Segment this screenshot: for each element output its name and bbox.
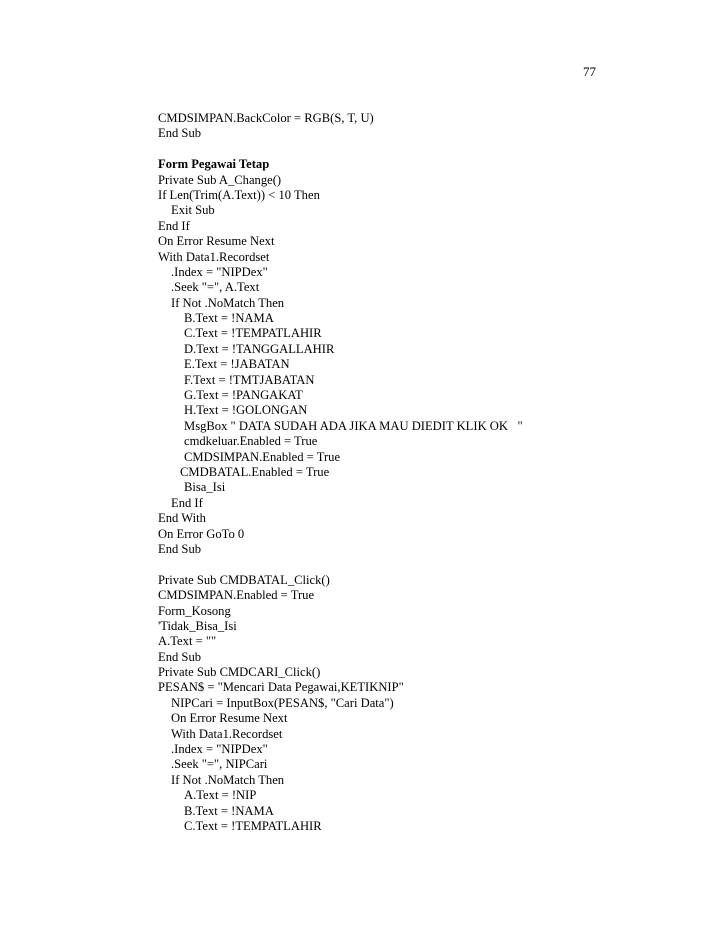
code-line: 'Tidak_Bisa_Isi (158, 618, 237, 633)
code-line: End If (171, 495, 203, 510)
code-line: Private Sub CMDBATAL_Click() (158, 572, 330, 587)
code-line: F.Text = !TMTJABATAN (184, 372, 315, 387)
code-line: .Index = "NIPDex" (171, 742, 268, 757)
code-line: Bisa_Isi (184, 480, 226, 495)
code-line: cmdkeluar.Enabled = True (184, 434, 318, 449)
code-line: A.Text = "" (158, 634, 217, 649)
code-line: G.Text = !PANGAKAT (184, 388, 303, 403)
code-line: A.Text = !NIP (184, 788, 257, 803)
code-line: End Sub (158, 541, 202, 556)
code-line: On Error GoTo 0 (158, 526, 245, 541)
code-line: If Not .NoMatch Then (171, 772, 285, 787)
code-line: Exit Sub (171, 203, 215, 218)
code-line: End Sub (158, 126, 202, 141)
code-line: D.Text = !TANGGALLAHIR (184, 341, 335, 356)
code-line: On Error Resume Next (171, 711, 288, 726)
code-line: E.Text = !JABATAN (184, 357, 290, 372)
code-line: CMDSIMPAN.Enabled = True (158, 588, 315, 603)
code-line: CMDSIMPAN.Enabled = True (184, 449, 341, 464)
code-line: NIPCari = InputBox(PESAN$, "Cari Data") (171, 695, 394, 710)
code-line: If Len(Trim(A.Text)) < 10 Then (158, 187, 320, 202)
code-line: Private Sub A_Change() (158, 172, 282, 187)
code-line: End Sub (158, 649, 202, 664)
code-line: If Not .NoMatch Then (171, 295, 285, 310)
section-heading: Form Pegawai Tetap (158, 157, 270, 172)
code-line: C.Text = !TEMPATLAHIR (184, 818, 322, 833)
code-line: End With (158, 511, 206, 526)
code-line: Form_Kosong (158, 603, 231, 618)
code-line: .Seek "=", A.Text (171, 280, 260, 295)
code-line: With Data1.Recordset (158, 249, 270, 264)
code-line: B.Text = !NAMA (184, 311, 274, 326)
code-line: End If (158, 218, 190, 233)
page-number: 77 (583, 64, 596, 79)
code-line: .Index = "NIPDex" (171, 264, 268, 279)
code-line: With Data1.Recordset (171, 726, 283, 741)
blank-line (158, 142, 678, 157)
code-line: On Error Resume Next (158, 234, 275, 249)
code-line: PESAN$ = "Mencari Data Pegawai,KETIKNIP" (158, 680, 404, 695)
code-line: CMDSIMPAN.BackColor = RGB(S, T, U) (158, 111, 374, 125)
code-line: C.Text = !TEMPATLAHIR (184, 326, 322, 341)
code-line: CMDBATAL.Enabled = True (180, 464, 330, 479)
code-listing (158, 111, 678, 834)
code-line: H.Text = !GOLONGAN (184, 403, 308, 418)
code-line: B.Text = !NAMA (184, 803, 274, 818)
code-line: .Seek "=", NIPCari (171, 757, 268, 772)
code-line: MsgBox " DATA SUDAH ADA JIKA MAU DIEDIT KLIK OK " (184, 418, 523, 433)
code-line: Private Sub CMDCARI_Click() (158, 665, 321, 680)
blank-line (158, 557, 678, 572)
